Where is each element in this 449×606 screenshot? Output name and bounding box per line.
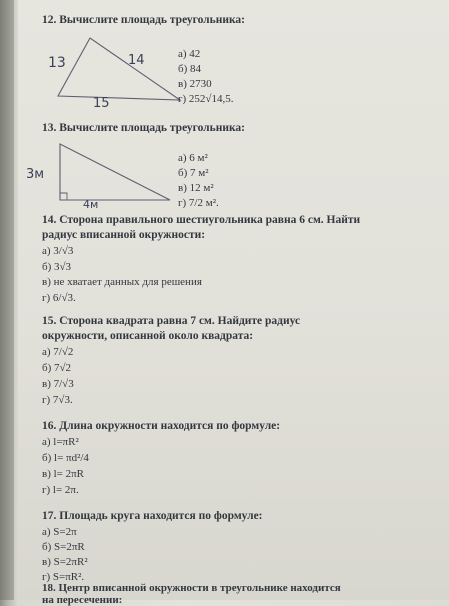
- q12-option-c: в) 2730: [178, 78, 212, 90]
- q12-option-a: а) 42: [178, 48, 201, 60]
- q16-option-c: в) l= 2πR: [42, 468, 85, 480]
- q12-side-a: 13: [48, 55, 66, 71]
- q16-option-b: б) l= πd²/4: [42, 452, 89, 464]
- q17-option-a: а) S=2π: [42, 526, 77, 538]
- q14-title-line1: 14. Сторона правильного шестиугольника равна 6 см. Найти: [42, 214, 361, 226]
- q15-option-b: б) 7√2: [42, 362, 72, 374]
- q13-triangle: [48, 138, 188, 210]
- q18-title-line2: на пересечении:: [42, 594, 123, 606]
- q18-title-line1: 18. Центр вписанной окружности в треугольнике находится: [42, 582, 341, 594]
- q12-side-b: 14: [128, 53, 145, 68]
- q14-option-a: а) 3/√3: [42, 245, 74, 257]
- binding-edge: [0, 0, 14, 600]
- q13-side-a: 3м: [26, 167, 45, 182]
- q17-title: 17. Площадь круга находится по формуле:: [42, 510, 263, 522]
- worksheet-page: [18, 0, 449, 606]
- q14-title-line2: радиус вписанной окружности:: [42, 229, 206, 241]
- q12-option-d: г) 252√14,5.: [178, 93, 234, 105]
- q15-title-line1: 15. Сторона квадрата равна 7 см. Найдите радиус: [42, 315, 301, 327]
- q13-side-b: 4м: [83, 198, 99, 211]
- q13-title: 13. Вычислите площадь треугольника:: [42, 122, 245, 134]
- q13-option-c: в) 12 м²: [178, 182, 214, 194]
- q12-option-b: б) 84: [178, 63, 202, 75]
- q15-option-c: в) 7/√3: [42, 378, 74, 390]
- q12-title: 12. Вычислите площадь треугольника:: [42, 14, 245, 26]
- q14-option-d: г) 6/√3.: [42, 292, 76, 304]
- q13-option-b: б) 7 м²: [178, 167, 209, 179]
- q13-option-a: а) 6 м²: [178, 152, 208, 164]
- q17-option-b: б) S=2πR: [42, 541, 85, 553]
- q12-side-c: 15: [93, 96, 110, 111]
- q15-option-d: г) 7√3.: [42, 394, 73, 406]
- q14-option-c: в) не хватает данных для решения: [42, 276, 202, 288]
- q16-title: 16. Длина окружности находится по формуле:: [42, 420, 281, 432]
- q13-option-d: г) 7/2 м².: [178, 197, 219, 209]
- q16-option-d: г) l= 2π.: [42, 484, 79, 496]
- q14-option-b: б) 3√3: [42, 261, 72, 273]
- q15-title-line2: окружности, описанной около квадрата:: [42, 330, 254, 342]
- q17-option-d: г) S=πR².: [42, 571, 85, 583]
- q15-option-a: а) 7/√2: [42, 346, 74, 358]
- q16-option-a: а) l=πR²: [42, 436, 79, 448]
- q17-option-c: в) S=2πR²: [42, 556, 88, 568]
